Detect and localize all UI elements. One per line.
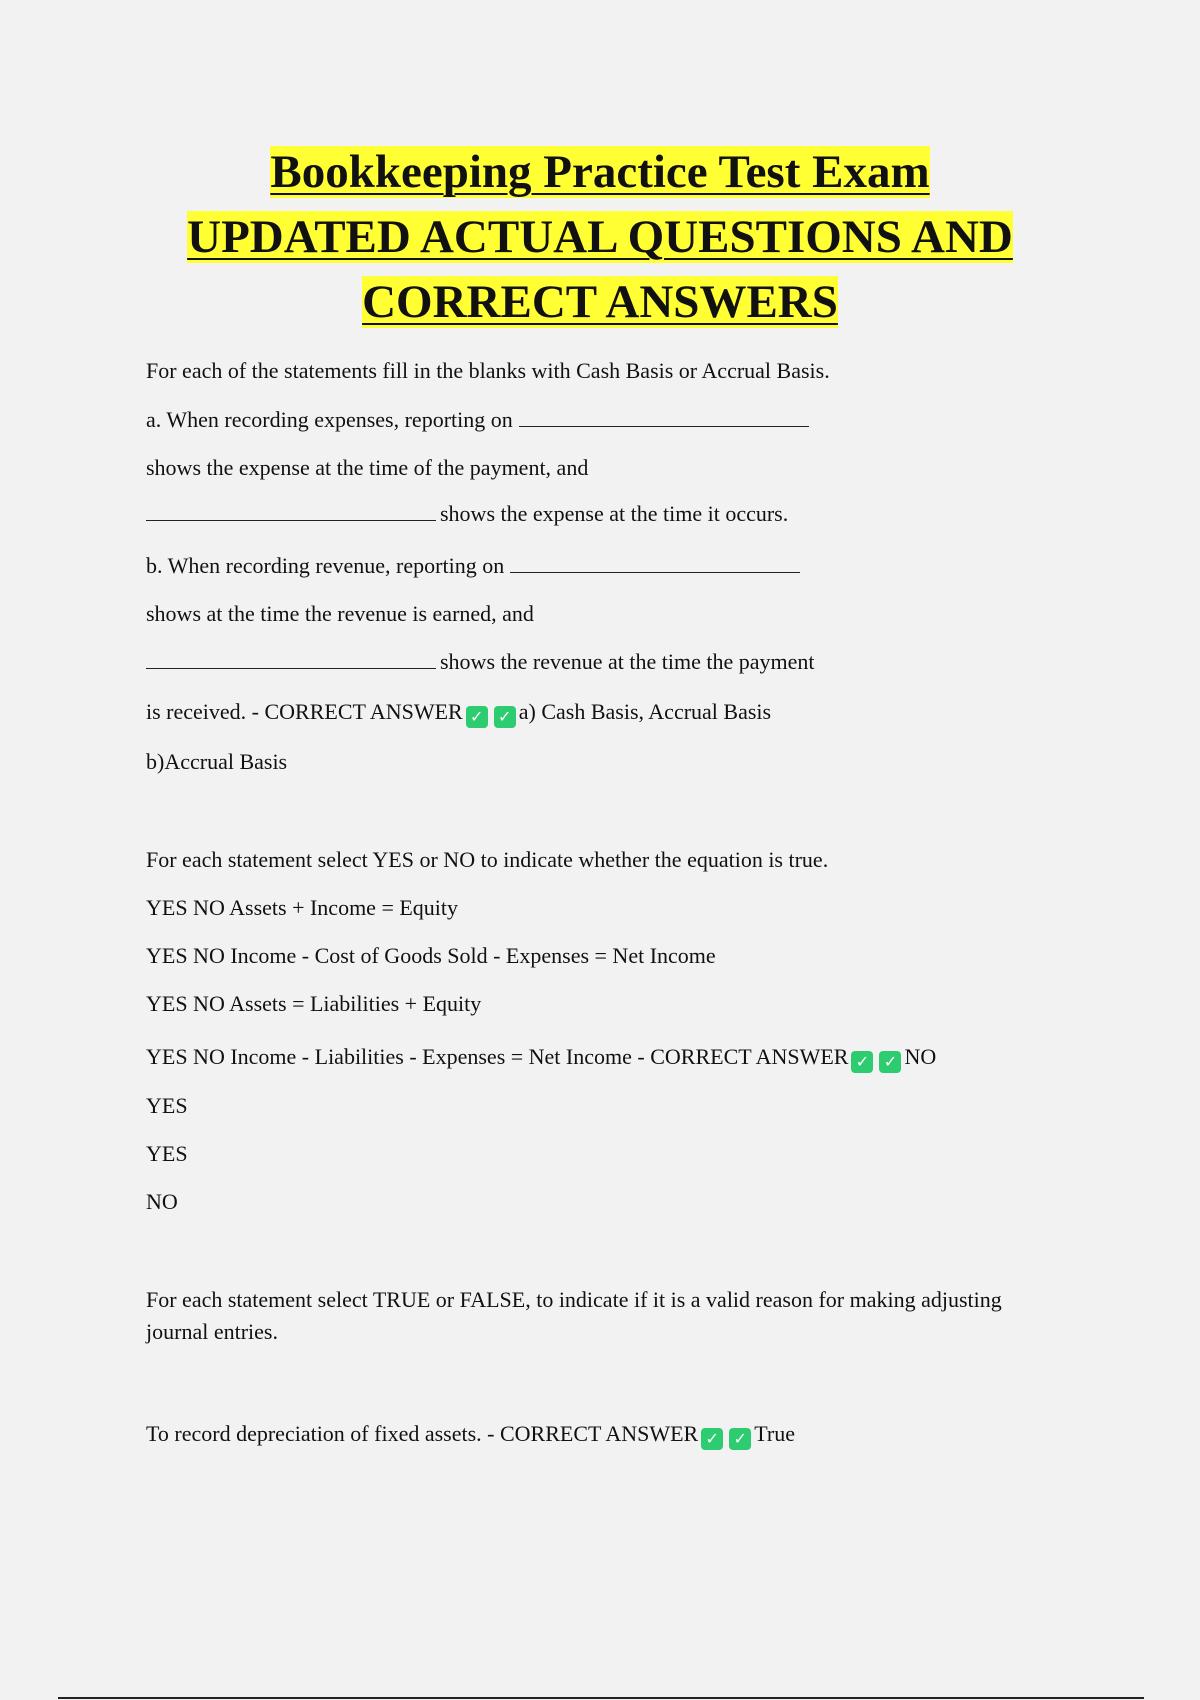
q1-answer-a: a) Cash Basis, Accrual Basis (518, 699, 772, 724)
fill-blank (510, 552, 800, 573)
fill-blank (146, 648, 436, 669)
q1-answer (146, 698, 771, 728)
q1-b-line-2: shows at the time the revenue is earned, and (146, 601, 534, 626)
q1-a-line-2: shows the expense at the time of the payment, and (146, 455, 589, 480)
fill-blank (519, 406, 809, 427)
q1-a-line-1 (146, 406, 813, 434)
check-mark-icon: ✓ (851, 1051, 873, 1073)
check-mark-icon: ✓ (494, 706, 516, 728)
q1-answer-b: b)Accrual Basis (146, 749, 288, 774)
q1-b-line-1 (146, 552, 804, 580)
document-title (0, 140, 1200, 335)
q3-statement-1 (146, 1420, 795, 1450)
q2-statement-2: YES NO Income - Cost of Goods Sold - Expenses = Net Income (146, 943, 716, 968)
q1-intro: For each of the statements fill in the blanks with Cash Basis or Accrual Basis. (146, 358, 830, 383)
check-mark-icon: ✓ (466, 706, 488, 728)
q1-b-end: shows the revenue at the time the payment (440, 649, 815, 674)
title-line-1: Bookkeeping Practice Test Exam (270, 146, 930, 198)
q2-statement-1: YES NO Assets + Income = Equity (146, 895, 459, 920)
q3-answer-1: True (754, 1421, 795, 1446)
q1-a-end: shows the expense at the time it occurs. (440, 501, 789, 526)
q2-statement-4-text: YES NO Income - Liabilities - Expenses = Net Income - CORRECT ANSWER (146, 1044, 849, 1069)
check-mark-icon: ✓ (729, 1428, 751, 1450)
q2-answer-3: YES (146, 1141, 188, 1166)
q1-b-start: b. When recording revenue, reporting on (146, 553, 505, 578)
q2-answer-1: NO (904, 1044, 937, 1069)
q2-intro: For each statement select YES or NO to indicate whether the equation is true. (146, 847, 829, 872)
q1-answer-prefix: is received. - CORRECT ANSWER (146, 699, 463, 724)
footer-divider (58, 1697, 1144, 1699)
q2-statement-4 (146, 1043, 936, 1073)
q1-a-line-3 (146, 500, 788, 528)
q2-answer-2: YES (146, 1093, 188, 1118)
q3-statement-1-text: To record depreciation of fixed assets. - CORRECT ANSWER (146, 1421, 699, 1446)
check-mark-icon: ✓ (701, 1428, 723, 1450)
fill-blank (146, 500, 436, 521)
q2-answer-4: NO (146, 1189, 178, 1214)
title-line-2: UPDATED ACTUAL QUESTIONS AND (187, 211, 1013, 263)
q2-statement-3: YES NO Assets = Liabilities + Equity (146, 991, 482, 1016)
check-mark-icon: ✓ (879, 1051, 901, 1073)
q3-intro: For each statement select TRUE or FALSE, to indicate if it is a valid reason for making adjusting journal entries. (146, 1287, 1002, 1344)
q1-b-line-3 (146, 648, 815, 676)
q1-a-start: a. When recording expenses, reporting on (146, 407, 513, 432)
title-line-3: CORRECT ANSWERS (362, 276, 838, 328)
